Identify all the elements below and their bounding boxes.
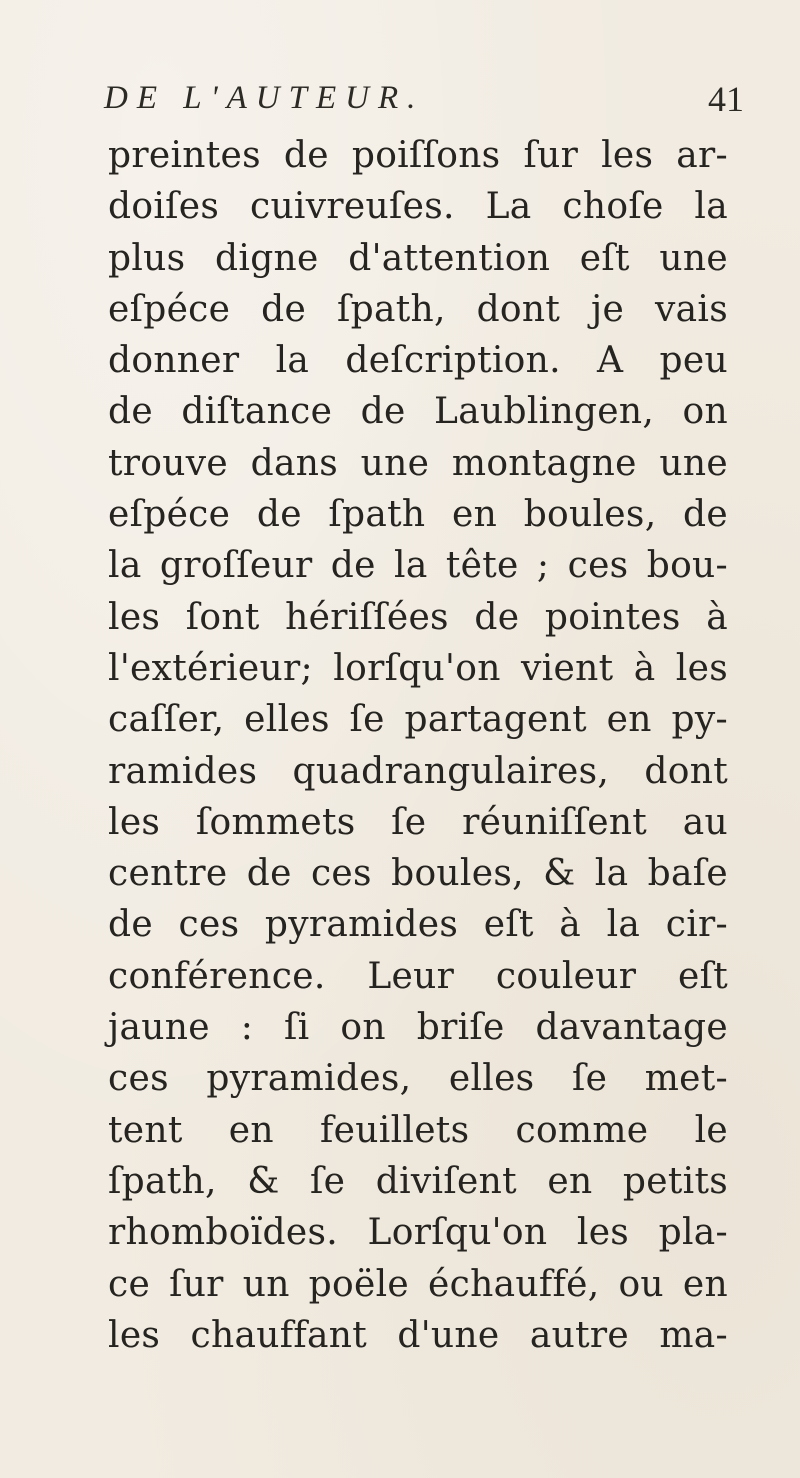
text-line: les chauffant d'une autre ma- (108, 1314, 728, 1356)
text-line: eſpéce de ſpath en boules, de (108, 494, 728, 536)
text-line: jaune : ſi on briſe davantage (108, 1007, 728, 1049)
text-line: doiſes cuivreuſes. La choſe la (108, 186, 728, 228)
text-line: l'extérieur; lorſqu'on vient à les (108, 647, 728, 689)
text-line: caſſer, elles ſe partagent en py- (108, 699, 728, 741)
text-line: preintes de poiſſons ſur les ar- (108, 135, 728, 176)
text-line: de diſtance de Laublingen, on (108, 391, 728, 433)
page-number: 41 (708, 79, 744, 119)
text-line: eſpéce de ſpath, dont je vais (108, 288, 728, 330)
text-line: ces pyramides, elles ſe met- (108, 1058, 728, 1100)
text-line: de ces pyramides eſt à la cir- (108, 904, 728, 946)
text-line: plus digne d'attention eſt une (108, 237, 728, 279)
text-line: tent en feuillets comme le (108, 1109, 728, 1151)
text-line: conférence. Leur couleur eſt (108, 955, 728, 997)
text-line: donner la deſcription. A peu (108, 340, 728, 382)
text-line: centre de ces boules, & la baſe (108, 853, 728, 895)
text-line: ce ſur un poële échauffé, ou en (108, 1263, 728, 1305)
text-line: ramides quadrangulaires, dont (108, 750, 728, 792)
page-header (104, 76, 744, 126)
text-line: rhomboïdes. Lorſqu'on les pla- (108, 1212, 728, 1254)
running-title: DE L'AUTEUR. (104, 80, 425, 116)
body-text (108, 130, 728, 1361)
text-line: les ſommets ſe réuniſſent au (108, 801, 728, 843)
text-line: les ſont hériſſées de pointes à (108, 596, 728, 638)
text-line: la groſſeur de la tête ; ces bou- (108, 545, 728, 587)
text-line: trouve dans une montagne une (108, 442, 728, 484)
text-line: ſpath, & ſe diviſent en petits (108, 1160, 728, 1202)
